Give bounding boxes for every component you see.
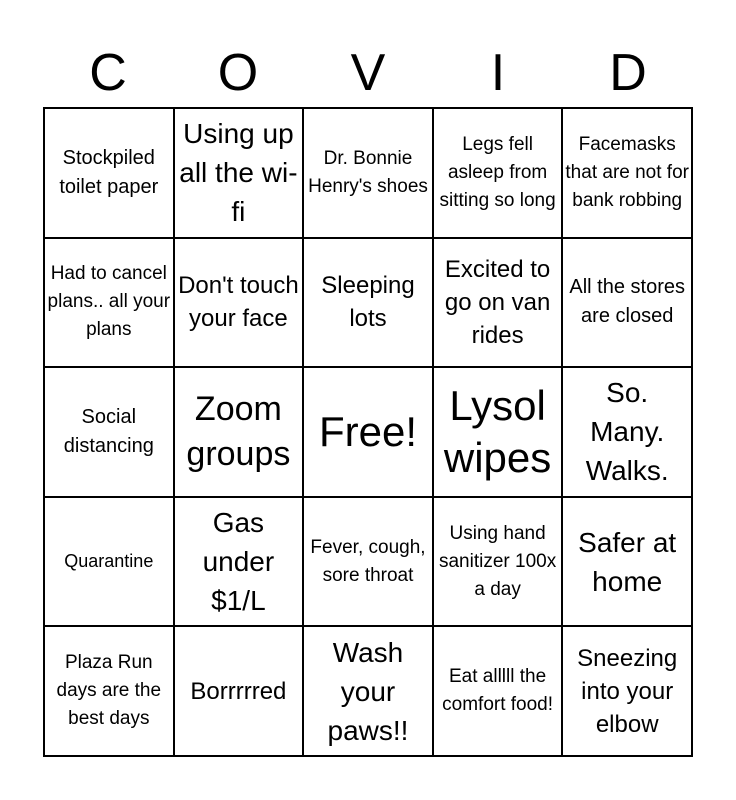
cell-text: All the stores are closed [569,276,685,328]
bingo-cell[interactable] [433,367,563,497]
cell-text: Safer at home [578,526,677,597]
bingo-cell[interactable] [44,367,174,497]
cell-text: So. Many. Walks. [585,377,669,487]
cell-text: Dr. Bonnie Henry's shoes [308,147,428,197]
bingo-cell[interactable] [44,626,174,756]
cell-text: Social distancing [63,405,154,457]
free-space-label: Free! [318,407,417,455]
bingo-cell[interactable] [44,238,174,368]
bingo-cell[interactable] [433,238,563,368]
cell-text: Lysol wipes [443,381,552,481]
cell-text: Sleeping lots [321,272,415,333]
cell-text: Borrrrred [190,677,287,705]
bingo-cell[interactable] [44,108,174,238]
bingo-header [43,42,693,104]
cell-text: Using hand sanitizer 100x a day [438,522,557,600]
cell-text: Zoom groups [186,389,291,473]
cell-text: Don't touch your face [178,272,299,333]
bingo-cell[interactable] [174,626,304,756]
bingo-cell[interactable] [303,108,433,238]
cell-text: Eat alllll the comfort food! [442,666,554,716]
bingo-cell[interactable] [303,626,433,756]
cell-text: Excited to go on van rides [444,255,551,349]
bingo-cell[interactable] [44,497,174,627]
bingo-cell[interactable] [433,497,563,627]
bingo-cell[interactable] [303,497,433,627]
cell-text: Facemasks that are not for bank robbing [565,133,689,211]
bingo-cell[interactable] [562,626,692,756]
cell-text: Sneezing into your elbow [577,644,678,738]
bingo-cell[interactable] [562,367,692,497]
bingo-cell[interactable] [174,108,304,238]
cell-text: Legs fell asleep from sitting so long [439,133,556,211]
bingo-cell[interactable] [174,497,304,627]
header-letter-i: I [490,44,506,102]
free-space-cell[interactable] [303,367,433,497]
bingo-cell[interactable] [174,367,304,497]
cell-text: Fever, cough, sore throat [310,536,426,586]
bingo-cell[interactable] [174,238,304,368]
cell-text: Using up all the wi-fi [179,118,298,228]
bingo-cell[interactable] [562,238,692,368]
bingo-cell[interactable] [562,497,692,627]
header-letter-c: C [89,44,127,102]
header-letter-d: D [609,44,647,102]
cell-text: Wash your paws!! [327,636,409,746]
bingo-cell[interactable] [433,626,563,756]
cell-text: Gas under $1/L [202,507,275,617]
cell-text: Stockpiled toilet paper [59,146,159,198]
cell-text: Plaza Run days are the best days [56,652,162,730]
cell-text: Had to cancel plans.. all your plans [47,263,171,341]
header-letter-o: O [217,44,259,102]
bingo-cell[interactable] [433,108,563,238]
bingo-cell[interactable] [562,108,692,238]
cell-text: Quarantine [64,550,154,571]
bingo-card [43,107,693,757]
header-letter-v: V [350,44,386,102]
bingo-cell[interactable] [303,238,433,368]
